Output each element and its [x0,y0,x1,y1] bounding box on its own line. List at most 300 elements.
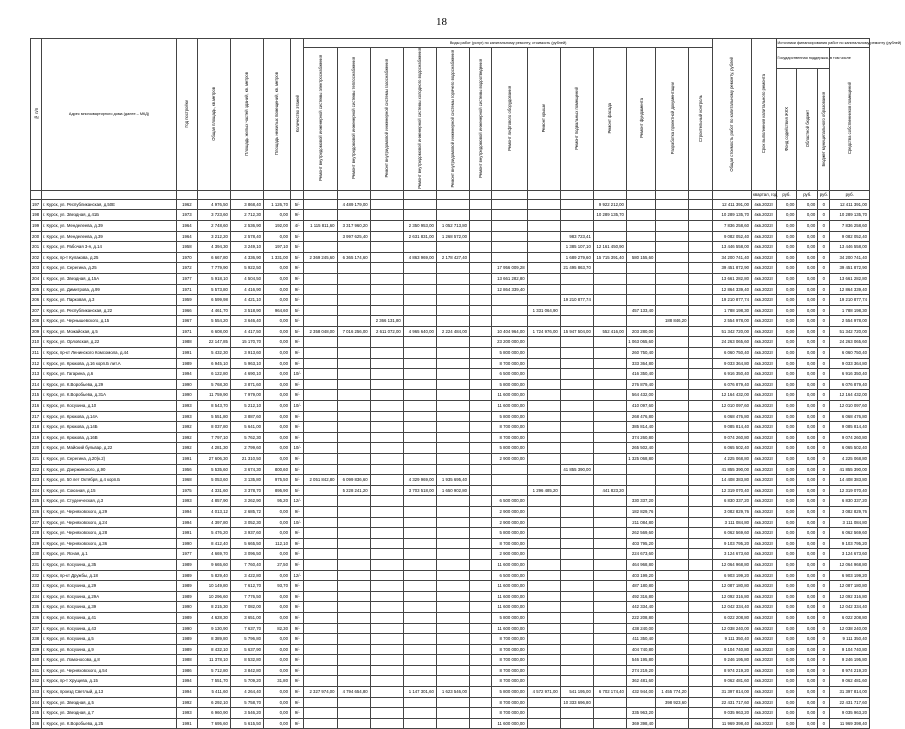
table-cell [403,316,436,327]
table-cell: 12 319 070,40 [712,485,751,496]
table-cell: 0,00 [797,432,818,443]
table-cell: 0,00 [776,220,797,231]
table-row [31,252,870,263]
table-cell: 3 124 673,60 [830,549,870,560]
table-cell [656,284,689,295]
table-cell [370,602,403,613]
table-cell [370,538,403,549]
table-cell [560,454,593,465]
table-cell [370,199,403,210]
table-cell: 12 042 334,40 [712,602,751,613]
table-cell: 1990 [176,538,197,549]
table-cell [689,231,712,242]
table-cell: 0,00 [797,517,818,528]
table-cell: 9/- [290,708,303,719]
table-cell: 41 855 390,00 [560,464,593,475]
cell-number: 207 [31,305,42,316]
table-cell: 9 082 052,40 [830,231,870,242]
table-cell [527,443,560,454]
table-cell [626,210,655,221]
table-cell: 7 797,10 [197,432,230,443]
page-number: 18 [436,16,447,28]
table-cell: 3 868,40 [230,199,263,210]
table-cell: 1959 [176,295,197,306]
table-cell: 4кв.2022г [752,411,777,422]
table-cell: 1956 [176,464,197,475]
table-cell [527,348,560,359]
table-cell [470,358,492,369]
cell-address: г. Курск, ул. Гагарина, д.6 [42,369,177,380]
table-cell: 6 916 350,40 [712,369,751,380]
table-cell [337,538,370,549]
table-cell [370,665,403,676]
cell-number: 226 [31,506,42,517]
table-cell [689,369,712,380]
table-cell: 6 099 836,60 [337,475,370,486]
table-row [31,263,870,274]
table-cell: 0 [818,559,830,570]
table-cell [689,570,712,581]
cell-number: 211 [31,348,42,359]
table-cell: 0,00 [264,316,291,327]
header-work-3: Ремонт внутридомовой инженерной системы газоснабжения [384,59,390,178]
table-cell [527,273,560,284]
cell-number: 230 [31,549,42,560]
table-cell: 0 [818,295,830,306]
table-cell: 0,00 [797,273,818,284]
table-cell: 19 210 877,74 [830,295,870,306]
table-row [31,231,870,242]
table-cell [593,655,626,666]
table-cell [593,634,626,645]
table-cell: 6 830 337,20 [712,496,751,507]
table-cell: 0,00 [797,411,818,422]
table-cell: 9/- [290,591,303,602]
table-cell: 1971 [176,284,197,295]
table-cell [470,284,492,295]
table-cell [689,284,712,295]
table-cell [689,697,712,708]
table-cell: 0,00 [776,549,797,560]
table-cell: 362 481,60 [626,676,655,687]
table-cell: 5/- [290,295,303,306]
table-cell: 2 900 000,00 [492,454,528,465]
table-cell [689,559,712,570]
table-cell: 0,00 [264,665,291,676]
table-cell [593,454,626,465]
table-cell [689,326,712,337]
table-cell [560,581,593,592]
table-cell [626,485,655,496]
table-cell [593,348,626,359]
cell-address: г. Курск, ул. Майский бульвар, д.22 [42,443,177,454]
table-cell: 9 104 740,80 [830,644,870,655]
table-cell: 0 [818,517,830,528]
table-cell [403,284,436,295]
table-cell [304,634,337,645]
table-cell: 5 796,80 [230,634,263,645]
table-cell [560,591,593,602]
table-cell: 385 814,40 [626,422,655,433]
table-cell: 0,00 [797,581,818,592]
table-cell [626,464,655,475]
table-cell: 1977 [176,549,197,560]
table-cell [337,634,370,645]
table-cell [370,655,403,666]
table-cell: 492 316,80 [626,591,655,602]
table-cell [656,401,689,412]
table-cell: 9 665,60 [197,559,230,570]
table-cell: 0 [818,528,830,539]
table-cell: 0,00 [797,305,818,316]
table-cell: 3 124 673,60 [712,549,751,560]
header-works-group: Виды работ (услуг) по капитальному ремонту, стоимость (рублей) [449,41,567,45]
table-cell [593,263,626,274]
table-cell [527,220,560,231]
table-cell: 4кв.2022г [752,242,777,253]
table-cell [656,676,689,687]
table-cell: 1989 [176,358,197,369]
table-cell: 11 600 000,00 [492,581,528,592]
table-cell [626,231,655,242]
table-cell [403,559,436,570]
table-cell: 10 296,60 [197,591,230,602]
table-cell: 5 665,50 [230,538,263,549]
table-cell: 0,00 [776,305,797,316]
table-cell [527,316,560,327]
table-cell: 0,00 [797,422,818,433]
table-cell: 6 065 502,40 [712,443,751,454]
table-cell [304,401,337,412]
table-cell: 4кв.2022г [752,358,777,369]
table-cell: 4кв.2022г [752,401,777,412]
table-cell [593,549,626,560]
table-cell [370,284,403,295]
table-cell: 0,00 [797,496,818,507]
table-cell: 211 084,80 [626,517,655,528]
table-cell: 0 [818,581,830,592]
table-row [31,210,870,221]
table-cell: 0,00 [776,432,797,443]
table-cell [470,475,492,486]
table-cell [403,273,436,284]
table-cell: 0 [818,687,830,698]
table-cell [370,517,403,528]
table-cell [304,273,337,284]
table-cell [689,305,712,316]
table-cell: 4 690,10 [230,369,263,380]
table-cell: 5 641,00 [230,422,263,433]
table-cell: 260 750,40 [626,348,655,359]
cell-number: 213 [31,369,42,380]
table-cell [470,326,492,337]
table-cell [436,379,469,390]
table-cell: 9/- [290,538,303,549]
table-cell: 5 411,60 [197,687,230,698]
table-row [31,697,870,708]
table-cell [337,644,370,655]
table-cell [527,401,560,412]
table-cell: 93,70 [264,581,291,592]
table-cell: 0,00 [776,538,797,549]
table-cell: 2 799,60 [230,443,263,454]
table-cell [689,464,712,475]
table-cell [304,231,337,242]
table-cell: 1973 [176,210,197,221]
table-cell: 2 358 048,00 [304,326,337,337]
table-cell: 1966 [176,305,197,316]
table-cell [403,655,436,666]
table-cell [656,295,689,306]
table-cell: 4кв.2022г [752,718,777,729]
table-cell: 0,00 [264,549,291,560]
table-cell: 4кв.2022г [752,432,777,443]
table-cell [560,220,593,231]
table-cell: 580 155,60 [626,252,655,263]
table-cell: 2 366 131,80 [370,316,403,327]
table-cell: 0 [818,708,830,719]
table-cell: 12/- [290,496,303,507]
table-cell [470,718,492,729]
table-cell [304,390,337,401]
table-cell: 0,00 [264,379,291,390]
table-cell [689,242,712,253]
table-cell: 5 554,20 [197,316,230,327]
table-cell: 4кв.2022г [752,231,777,242]
table-cell [560,316,593,327]
table-cell: 0,00 [776,485,797,496]
table-cell: 10 149,80 [197,581,230,592]
table-cell [304,358,337,369]
table-cell [370,570,403,581]
table-cell [560,634,593,645]
table-cell [470,273,492,284]
table-cell: 4кв.2022г [752,263,777,274]
table-cell [337,348,370,359]
table-cell [304,210,337,221]
cell-number: 238 [31,634,42,645]
table-cell: 4 976,50 [197,199,230,210]
table-cell [593,443,626,454]
table-cell [337,612,370,623]
table-cell: 0 [818,199,830,210]
table-cell [560,718,593,729]
table-cell: 1994 [176,517,197,528]
table-cell: 9 085 814,40 [712,422,751,433]
header-work-12: Разработка проектной документации [669,82,675,155]
table-cell: 9/- [290,337,303,348]
header-area-nonliving: Площадь нежилых помещений, кв. метров [274,72,280,156]
table-cell [403,697,436,708]
cell-address: г. Курск, проезд Светлый, д.13 [42,687,177,698]
table-cell: 12 864 339,40 [830,284,870,295]
cell-number: 225 [31,496,42,507]
table-cell: 0 [818,676,830,687]
table-cell [560,496,593,507]
table-cell [403,411,436,422]
table-cell: 0,00 [776,570,797,581]
table-cell [304,305,337,316]
table-cell [689,263,712,274]
table-cell: 6 292,10 [197,697,230,708]
table-cell: 5 800 000,00 [492,528,528,539]
table-cell: 27,50 [264,559,291,570]
table-cell [337,263,370,274]
table-cell: 3 871,60 [230,379,263,390]
table-cell: 2 900 000,00 [492,517,528,528]
table-cell: 0,00 [776,464,797,475]
table-cell: 546 195,80 [626,655,655,666]
table-cell [436,263,469,274]
table-cell: 6 500 000,00 [492,496,528,507]
table-cell [470,348,492,359]
table-cell [304,284,337,295]
table-cell [689,602,712,613]
table-cell [470,432,492,443]
table-cell: 1989 [176,581,197,592]
table-cell: 0 [818,422,830,433]
table-cell: 1 268 572,00 [436,231,469,242]
table-cell [470,581,492,592]
capital-repair-table [30,38,902,729]
table-cell: 6 500 000,00 [492,369,528,380]
table-row [31,559,870,570]
table-cell: 8 700 000,00 [492,422,528,433]
table-cell: 0,00 [776,284,797,295]
table-cell [436,528,469,539]
table-cell: 0 [818,231,830,242]
table-cell: 12 064 968,80 [830,559,870,570]
cell-number: 214 [31,379,42,390]
table-cell: 1989 [176,570,197,581]
table-cell: 0,00 [776,252,797,263]
table-cell: 9/- [290,506,303,517]
table-cell: 8 700 000,00 [492,358,528,369]
table-cell: 8 700 000,00 [492,432,528,443]
table-cell: 9/- [290,390,303,401]
table-cell: 5 800 000,00 [492,348,528,359]
table-cell: 0 [818,655,830,666]
table-cell: 0,00 [264,263,291,274]
table-row [31,422,870,433]
table-cell [403,305,436,316]
table-cell: 0,00 [797,295,818,306]
table-cell [370,581,403,592]
table-cell [527,242,560,253]
table-cell [689,411,712,422]
table-cell [370,273,403,284]
table-cell [304,443,337,454]
table-cell [436,199,469,210]
table-cell: 0,00 [776,273,797,284]
table-cell: 5/- [290,316,303,327]
table-cell: 12 161 450,90 [593,242,626,253]
table-cell [304,422,337,433]
table-cell: 0 [818,506,830,517]
table-cell [527,623,560,634]
table-cell: 1994 [176,676,197,687]
table-cell: 0,00 [797,612,818,623]
table-cell: 1992 [176,697,197,708]
table-cell: 5/- [290,252,303,263]
cell-address: г. Курск, ул. Орловская, д.22 [42,337,177,348]
table-cell: 6 702 174,40 [593,687,626,698]
table-row [31,644,870,655]
table-cell: 9/- [290,210,303,221]
table-cell [304,295,337,306]
table-cell: 4кв.2022г [752,443,777,454]
table-cell [436,549,469,560]
table-cell: 4кв.2022г [752,687,777,698]
table-cell: 411 350,40 [626,634,655,645]
table-cell [656,443,689,454]
table-cell: 5/- [290,464,303,475]
table-cell: 0,00 [776,676,797,687]
table-cell: 1972 [176,263,197,274]
table-row [31,528,870,539]
table-cell [560,644,593,655]
table-cell [527,358,560,369]
table-cell: 441 823,20 [593,485,626,496]
table-cell: 19 210 877,74 [712,295,751,306]
table-cell: 0,00 [797,570,818,581]
table-cell [436,708,469,719]
table-cell: 0 [818,316,830,327]
table-cell [304,316,337,327]
table-cell: 4кв.2022г [752,559,777,570]
table-cell [470,401,492,412]
table-cell [304,718,337,729]
header-finance-municipal: Бюджет муниципального образования [821,91,827,166]
table-cell [689,687,712,698]
table-cell [337,602,370,613]
header-no: № п/п [33,107,39,120]
table-cell: 4 628,30 [197,612,230,623]
table-cell: 0 [818,348,830,359]
table-cell [689,538,712,549]
table-cell [527,199,560,210]
cell-address: г. Курск, ул. Косухина, д.41 [42,612,177,623]
table-cell [436,506,469,517]
table-cell: 0 [818,326,830,337]
table-cell [560,602,593,613]
table-cell: 2 685,72 [230,506,263,517]
table-cell: 4кв.2022г [752,485,777,496]
table-cell [560,708,593,719]
table-cell: 7 836 258,60 [830,220,870,231]
table-cell [689,210,712,221]
table-cell: 4 421,10 [230,295,263,306]
table-cell: 5 800 000,00 [492,379,528,390]
table-cell [370,697,403,708]
table-cell: 4 669,70 [197,549,230,560]
table-cell [593,411,626,422]
table-row [31,348,870,359]
table-cell: 4кв.2022г [752,528,777,539]
table-cell: 3 111 084,80 [712,517,751,528]
table-cell [403,581,436,592]
table-cell: 39 451 872,90 [830,263,870,274]
table-cell [370,623,403,634]
table-cell [470,369,492,380]
table-cell: 0 [818,538,830,549]
cell-address: г. Курск, ул. Звездная, д.5 [42,697,177,708]
table-cell: 0,00 [797,358,818,369]
table-cell: 21 310,50 [230,454,263,465]
cell-number: 220 [31,443,42,454]
table-cell [689,644,712,655]
table-cell [470,612,492,623]
